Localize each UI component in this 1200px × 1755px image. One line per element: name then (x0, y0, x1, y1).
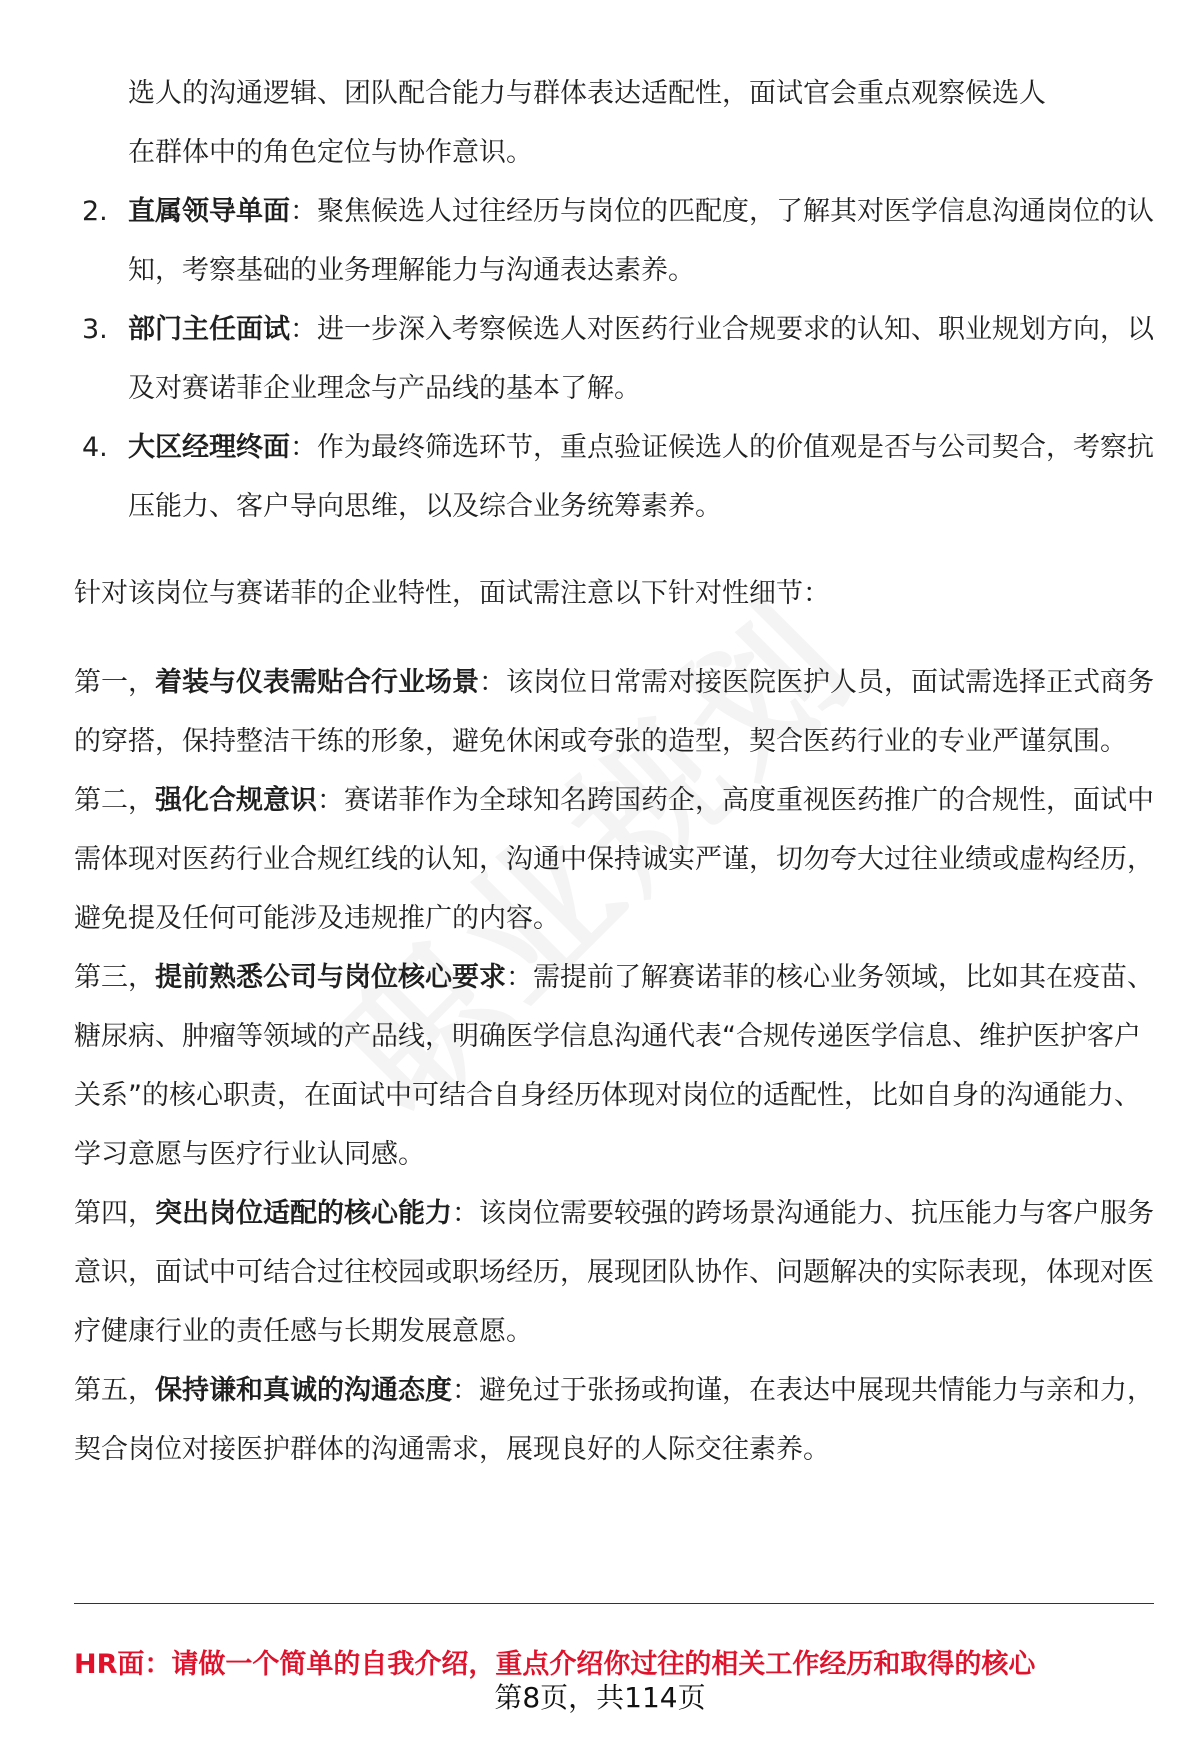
round-text: 进一步深入考察候选人对医药行业合规要求的认知、职业规划方向，以及对赛诺菲企业理念与产品线的基本了解。 (128, 314, 1154, 404)
round-text: 聚焦候选人过往经历与岗位的匹配度，了解其对医学信息沟通岗位的认知，考察基础的业务理解能力与沟通表达素养。 (128, 196, 1154, 286)
separator: ： (290, 314, 317, 345)
tip-text: 需提前了解赛诺菲的核心业务领域，比如其在疫苗、糖尿病、肿瘤等领域的产品线，明确医学信息沟通代表“合规传递医学信息、维护医护客户关系”的核心职责，在面试中可结合自身经历体现对岗位的适配性，比如自身的沟通能力、学习意愿与医疗行业认同感。 (74, 962, 1154, 1170)
tip-title: 提前熟悉公司与岗位核心要求 (155, 962, 506, 993)
lead-in-paragraph: 针对该岗位与赛诺菲的企业特性，面试需注意以下针对性细节： (74, 578, 830, 609)
tip-3 (74, 948, 1154, 1184)
tip-text: 避免过于张扬或拘谨，在表达中展现共情能力与亲和力，契合岗位对接医护群体的沟通需求，展现良好的人际交往素养。 (74, 1375, 1154, 1465)
separator: ： (452, 1375, 479, 1406)
tip-text: 该岗位需要较强的跨场景沟通能力、抗压能力与客户服务意识，面试中可结合过往校园或职场经历，展现团队协作、问题解决的实际表现，体现对医疗健康行业的责任感与长期发展意愿。 (74, 1198, 1154, 1347)
tip-prefix: 第二， (74, 785, 155, 816)
list-number: 3. (82, 314, 108, 345)
list-number: 2. (82, 196, 108, 227)
tip-title: 保持谦和真诚的沟通态度 (155, 1375, 452, 1406)
tip-4 (74, 1184, 1154, 1361)
tip-title: 强化合规意识 (155, 785, 317, 816)
intro-continuation-line-1: 选人的沟通逻辑、团队配合能力与群体表达适配性，面试官会重点观察候选人 (128, 78, 1046, 109)
separator: ： (290, 432, 317, 463)
separator: ： (452, 1198, 479, 1229)
tip-prefix: 第五， (74, 1375, 155, 1406)
round-title: 直属领导单面 (128, 196, 290, 227)
tip-text: 赛诺菲作为全球知名跨国药企，高度重视医药推广的合规性，面试中需体现对医药行业合规红线的认知，沟通中保持诚实严谨，切勿夸大过往业绩或虚构经历，避免提及任何可能涉及违规推广的内容。 (74, 785, 1154, 934)
tip-prefix: 第一， (74, 667, 155, 698)
tip-title: 突出岗位适配的核心能力 (155, 1198, 452, 1229)
intro-continuation-line-2: 在群体中的角色定位与协作意识。 (128, 137, 533, 168)
interview-round-2 (74, 182, 1154, 300)
list-number: 4. (82, 432, 108, 463)
tip-prefix: 第三， (74, 962, 155, 993)
hr-question-heading: HR面：请做一个简单的自我介绍，重点介绍你过往的相关工作经历和取得的核心 (74, 1649, 1036, 1680)
tip-2 (74, 771, 1154, 948)
document-body (74, 64, 1154, 1479)
separator: ： (479, 667, 506, 698)
interview-round-3 (74, 300, 1154, 418)
round-title: 部门主任面试 (128, 314, 290, 345)
tip-1 (74, 653, 1154, 771)
section-divider (74, 1603, 1154, 1604)
tip-5 (74, 1361, 1154, 1479)
round-text: 作为最终筛选环节，重点验证候选人的价值观是否与公司契合，考察抗压能力、客户导向思维，以及综合业务统筹素养。 (128, 432, 1154, 522)
tip-text: 该岗位日常需对接医院医护人员，面试需选择正式商务的穿搭，保持整洁干练的形象，避免休闲或夸张的造型，契合医药行业的专业严谨氛围。 (74, 667, 1154, 757)
interview-round-4 (74, 418, 1154, 536)
round-title: 大区经理终面 (128, 432, 290, 463)
tip-title: 着装与仪表需贴合行业场景 (155, 667, 479, 698)
tip-prefix: 第四， (74, 1198, 155, 1229)
page-number: 第8页，共114页 (494, 1681, 706, 1714)
separator: ： (290, 196, 317, 227)
separator: ： (506, 962, 533, 993)
separator: ： (317, 785, 344, 816)
